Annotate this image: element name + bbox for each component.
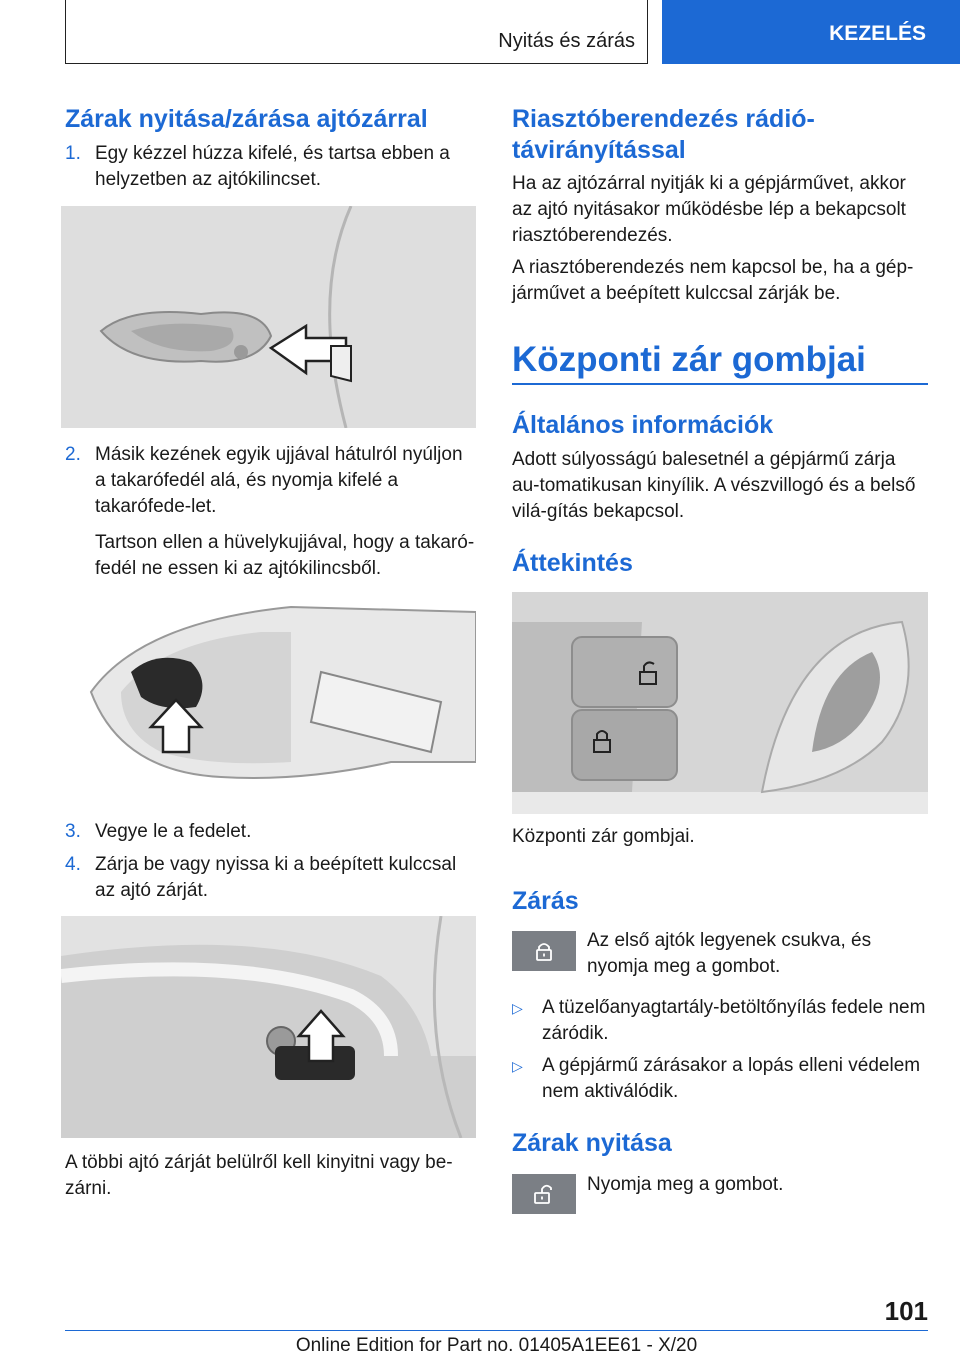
cover-removal-image	[61, 592, 476, 814]
step-number: 3.	[65, 821, 81, 842]
alarm-paragraph-1: Ha az ajtózárral nyitják ki a gépjárművet, akkor az ajtó nyitásakor működésbe lép a bekapcsolt riasztóberendezés.	[512, 173, 906, 246]
unlock-heading: Zárak nyitása	[512, 1129, 672, 1157]
general-info-heading: Általános információk	[512, 411, 774, 439]
step-text: Egy kézzel húzza kifelé, és tartsa ebben a helyzetben az ajtókilincset.	[95, 143, 450, 190]
step-note: Tartson ellen a hüvelykujjával, hogy a takaró-fedél ne essen ki az ajtókilincsből.	[95, 532, 475, 579]
door-lock-heading: Zárak nyitása/zárása ajtózárral	[65, 105, 428, 133]
door-handle-pull-image	[61, 206, 476, 428]
central-lock-buttons-image	[512, 592, 928, 814]
step-text: Zárja be vagy nyissa ki a beépített kulccsal az ajtó zárját.	[95, 854, 457, 901]
lock-instruction: Az első ajtók legyenek csukva, és nyomja meg a gombot.	[587, 930, 872, 977]
lock-note-text: A tüzelőanyagtartály-betöltőnyílás fedele nem záródik.	[542, 997, 926, 1044]
lock-note-1	[512, 995, 928, 1047]
edition-note: Online Edition for Part no. 01405A1EE61 - X/20	[295, 1335, 698, 1356]
page-number: 101	[884, 1296, 928, 1326]
alarm-paragraph-2: A riasztóberendezés nem kapcsol be, ha a gép-járművet a beépített kulccsal zárják be.	[512, 257, 914, 304]
lock-button-image	[512, 931, 576, 971]
general-info-text: Adott súlyosságú balesetnél a gépjármű zárja au-tomatikusan kinyílik. A vészvillogó és a belső vilá-gítás bekapcsol.	[512, 449, 916, 522]
chapter-tab[interactable]: KEZELÉS	[662, 0, 960, 64]
step-text: Másik kezének egyik ujjával hátulról nyúljon a takarófedél alá, és nyomja kifelé a takarófede-let.	[95, 444, 463, 517]
step-3	[65, 819, 477, 845]
lock-note-2	[512, 1053, 928, 1105]
triangle-bullet-icon: ▷	[512, 1058, 523, 1074]
alarm-heading: Riasztóberendezés rádió-távirányítással	[512, 105, 815, 164]
key-lock-image	[61, 916, 476, 1138]
section-title: Nyitás és zárás	[498, 30, 635, 52]
overview-caption: Központi zár gombjai.	[512, 826, 695, 847]
footer-rule	[65, 1330, 928, 1331]
step-number: 2.	[65, 444, 81, 465]
lock-heading: Zárás	[512, 887, 579, 915]
step-number: 4.	[65, 854, 81, 875]
unlock-icon	[533, 1183, 555, 1205]
heading-rule	[512, 383, 928, 385]
step-2	[65, 442, 477, 582]
step-4	[65, 852, 477, 904]
step-1	[65, 141, 477, 193]
closing-note: A többi ajtó zárját belülről kell kinyitni vagy be-zárni.	[65, 1152, 453, 1199]
triangle-bullet-icon: ▷	[512, 1000, 523, 1016]
step-number: 1.	[65, 143, 81, 164]
unlock-instruction: Nyomja meg a gombot.	[587, 1174, 784, 1195]
lock-note-text: A gépjármű zárásakor a lopás elleni védelem nem aktiválódik.	[542, 1055, 921, 1102]
overview-heading: Áttekintés	[512, 549, 633, 577]
step-text: Vegye le a fedelet.	[95, 821, 252, 842]
central-lock-heading: Központi zár gombjai	[512, 340, 866, 379]
header-frame	[65, 0, 648, 64]
lock-icon	[533, 940, 555, 962]
unlock-button-image	[512, 1174, 576, 1214]
